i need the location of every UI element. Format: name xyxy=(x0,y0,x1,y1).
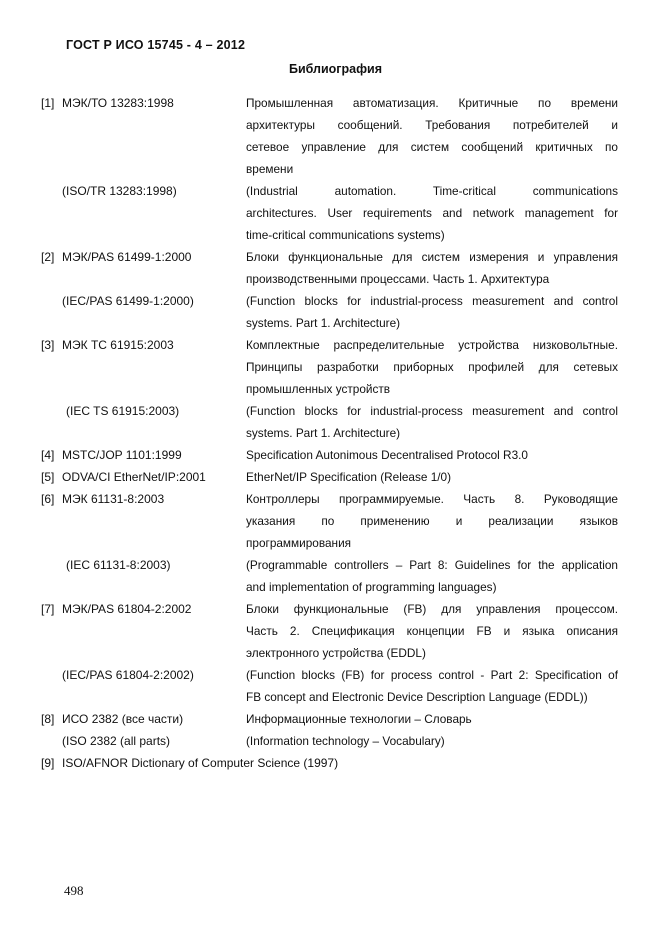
description-line: Блоки функциональные (FB) для управления процессом. xyxy=(246,602,618,616)
description-line: Контроллеры программируемые. Часть 8. Руководящие xyxy=(246,492,618,506)
entry-reference: (IEC 61131-8:2003) xyxy=(66,558,171,572)
description-line: EtherNet/IP Specification (Release 1/0) xyxy=(246,470,452,484)
description-line: systems. Part 1. Architecture) xyxy=(246,316,401,330)
entry-reference: (ISO/TR 13283:1998) xyxy=(62,184,177,198)
page-title: Библиография xyxy=(288,62,383,76)
entry-reference: (IEC/PAS 61804-2:2002) xyxy=(62,668,194,682)
entry-number: [4] xyxy=(41,448,55,462)
description-line: Принципы разработки приборных профилей для сетевых xyxy=(246,360,618,374)
entry-description xyxy=(246,708,618,730)
entry-description xyxy=(246,246,618,290)
description-line: (Function blocks for industrial-process measurement and control xyxy=(246,404,618,418)
description-line: (Function blocks for industrial-process measurement and control xyxy=(246,294,618,308)
description-line: Specification Autonimous Decentralised Protocol R3.0 xyxy=(246,448,528,462)
entry-reference: МЭК/PAS 61804-2:2002 xyxy=(62,602,192,616)
entry-number: [2] xyxy=(41,250,55,264)
entry-number: [3] xyxy=(41,338,55,352)
entry-description xyxy=(246,488,618,554)
description-line: Промышленная автоматизация. Критичные по времени xyxy=(246,96,618,110)
entry-number: [8] xyxy=(41,712,55,726)
page-number: 498 xyxy=(64,883,84,898)
entry-reference: МЭК 61131-8:2003 xyxy=(62,492,165,506)
description-line: электронного устройства (EDDL) xyxy=(246,646,426,660)
entry-description xyxy=(246,730,618,752)
entry-reference: ISO/AFNOR Dictionary of Computer Science (1997) xyxy=(62,756,339,770)
description-line: Информационные технологии – Словарь xyxy=(246,712,472,726)
entry-reference: (IEC TS 61915:2003) xyxy=(66,404,180,418)
description-line: Часть 2. Спецификация концепции FB и языка описания xyxy=(246,624,618,638)
description-line: сетевое управление для систем сообщений критичных по xyxy=(246,140,618,154)
entry-reference: ИСО 2382 (все части) xyxy=(62,712,184,726)
entry-description xyxy=(246,92,618,180)
entry-description xyxy=(246,444,618,466)
entry-description xyxy=(246,334,618,400)
description-line: FB concept and Electronic Device Description Language (EDDL)) xyxy=(246,690,588,704)
entry-description xyxy=(246,598,618,664)
entry-description xyxy=(246,664,618,708)
entry-description xyxy=(246,400,618,444)
entry-reference: MSTC/JOP 1101:1999 xyxy=(62,448,182,462)
description-line: Комплектные распределительные устройства низковольтные. xyxy=(246,338,618,352)
standard-designation: ГОСТ Р ИСО 15745 - 4 – 2012 xyxy=(66,38,246,52)
description-line: and implementation of programming languages) xyxy=(246,580,497,594)
description-line: (Programmable controllers – Part 8: Guidelines for the application xyxy=(246,558,618,572)
description-line: промышленных устройств xyxy=(246,382,391,396)
entry-number: [9] xyxy=(41,756,55,770)
entry-number: [1] xyxy=(41,96,55,110)
entry-reference: ODVA/CI EtherNet/IP:2001 xyxy=(62,470,206,484)
description-line: (Industrial automation. Time-critical communications xyxy=(246,184,618,198)
description-line: архитектуры сообщений. Требования потребителей и xyxy=(246,118,618,132)
description-line: systems. Part 1. Architecture) xyxy=(246,426,401,440)
entry-number: [7] xyxy=(41,602,55,616)
entry-reference: МЭК ТС 61915:2003 xyxy=(62,338,174,352)
entry-description xyxy=(246,554,618,598)
description-line: (Information technology – Vocabulary) xyxy=(246,734,445,748)
description-line: программирования xyxy=(246,536,352,550)
description-line: указания по применению и реализации языков xyxy=(246,514,618,528)
description-line: Блоки функциональные для систем измерения и управления xyxy=(246,250,618,264)
description-line: времени xyxy=(246,162,294,176)
entry-description xyxy=(246,290,618,334)
description-line: time-critical communications systems) xyxy=(246,228,445,242)
entry-reference: (IEC/PAS 61499-1:2000) xyxy=(62,294,194,308)
entry-description xyxy=(246,180,618,246)
description-line: (Function blocks (FB) for process control - Part 2: Specification of xyxy=(246,668,618,682)
entry-reference: МЭК/ТО 13283:1998 xyxy=(62,96,174,110)
description-line: architectures. User requirements and network management for xyxy=(246,206,618,220)
description-line: производственными процессами. Часть 1. Архитектура xyxy=(246,272,550,286)
entry-reference: МЭК/PAS 61499-1:2000 xyxy=(62,250,192,264)
entry-reference: (ISO 2382 (all parts) xyxy=(62,734,171,748)
entry-number: [5] xyxy=(41,470,55,484)
entry-number: [6] xyxy=(41,492,55,506)
entry-description xyxy=(246,466,618,488)
